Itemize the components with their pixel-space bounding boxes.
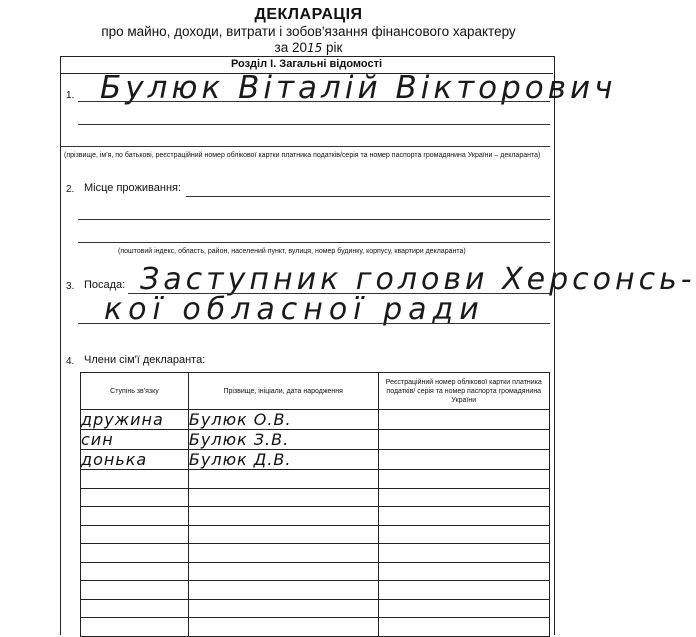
relation-cell bbox=[81, 544, 189, 563]
relation-cell bbox=[81, 507, 189, 526]
item2-line-3 bbox=[78, 242, 550, 243]
header-name: Прізвище, ініціали, дата народження bbox=[188, 373, 378, 410]
residence-label: Місце проживання: bbox=[84, 182, 182, 194]
id-cell bbox=[378, 410, 549, 430]
document-title: ДЕКЛАРАЦІЯ bbox=[254, 6, 363, 23]
name-cell bbox=[188, 525, 378, 544]
name-cell bbox=[188, 562, 378, 581]
name-cell bbox=[188, 470, 378, 489]
item1-number: 1. bbox=[66, 90, 75, 101]
item1-line-3 bbox=[60, 146, 550, 147]
item2-line-2 bbox=[78, 219, 550, 220]
item1-hint: (прізвище, ім'я, по батькові, реєстраційний номер облікової картки платника податків/серія та номер паспорта громадянина України – декларанта) bbox=[64, 152, 541, 159]
table-row bbox=[81, 525, 550, 544]
table-row bbox=[81, 507, 550, 526]
item2-number: 2. bbox=[66, 184, 75, 195]
id-cell bbox=[378, 470, 549, 489]
name-cell: Булюк О.В. bbox=[188, 410, 378, 430]
relation-cell: син bbox=[81, 430, 189, 450]
header-relation: Ступінь зв'язку bbox=[81, 373, 189, 410]
relation-cell: дружина bbox=[81, 410, 189, 430]
relation-cell bbox=[81, 488, 189, 507]
relation-cell bbox=[81, 525, 189, 544]
name-cell bbox=[188, 507, 378, 526]
table-row bbox=[81, 618, 550, 637]
family-label: Члени сім'ї декларанта: bbox=[84, 354, 206, 366]
name-cell bbox=[188, 618, 378, 637]
id-cell bbox=[378, 581, 549, 600]
name-cell bbox=[188, 599, 378, 618]
id-cell bbox=[378, 618, 549, 637]
section-title: Розділ І. Загальні відомості bbox=[230, 58, 383, 70]
id-cell bbox=[378, 507, 549, 526]
id-cell bbox=[378, 599, 549, 618]
item4-number: 4. bbox=[66, 356, 75, 367]
relation-cell bbox=[81, 599, 189, 618]
relation-cell: донька bbox=[81, 450, 189, 470]
table-row bbox=[81, 410, 550, 430]
document-subtitle: про майно, доходи, витрати і зобов'язання фінансового характеру bbox=[101, 24, 516, 39]
id-cell bbox=[378, 525, 549, 544]
table-row bbox=[81, 488, 550, 507]
id-cell bbox=[378, 544, 549, 563]
position-handwritten-1: Заступник голови Херсонсь- bbox=[140, 262, 696, 297]
relation-cell bbox=[81, 618, 189, 637]
year-prefix: за 20 bbox=[274, 40, 307, 55]
year-value: 15 bbox=[307, 41, 323, 55]
family-members-table bbox=[80, 372, 550, 637]
id-cell bbox=[378, 562, 549, 581]
item1-line-2 bbox=[78, 124, 550, 125]
item3-number: 3. bbox=[66, 281, 75, 292]
id-cell bbox=[378, 430, 549, 450]
relation-cell bbox=[81, 562, 189, 581]
table-row bbox=[81, 581, 550, 600]
position-label: Посада: bbox=[84, 279, 126, 291]
name-cell bbox=[188, 488, 378, 507]
table-row bbox=[81, 450, 550, 470]
header-id: Реєстраційний номер облікової картки платника податків/ серія та номер паспорта громадянина України bbox=[378, 373, 549, 410]
reporting-year bbox=[0, 40, 617, 55]
name-cell bbox=[188, 544, 378, 563]
item1-line-1 bbox=[78, 101, 550, 102]
table-row bbox=[81, 430, 550, 450]
table-row bbox=[81, 599, 550, 618]
position-handwritten-2: кої обласної ради bbox=[104, 292, 485, 327]
relation-cell bbox=[81, 581, 189, 600]
table-row bbox=[81, 544, 550, 563]
year-suffix: рік bbox=[326, 40, 343, 55]
relation-cell bbox=[81, 470, 189, 489]
id-cell bbox=[378, 488, 549, 507]
table-row bbox=[81, 470, 550, 489]
declarant-name: Булюк Віталій Вікторович bbox=[100, 70, 617, 106]
item2-line-1 bbox=[186, 196, 550, 197]
name-cell bbox=[188, 581, 378, 600]
id-cell bbox=[378, 450, 549, 470]
table-row bbox=[81, 562, 550, 581]
item2-hint: (поштовий індекс, область, район, населений пункт, вулиця, номер будинку, корпусу, квартири декларанта) bbox=[118, 248, 466, 255]
name-cell: Булюк З.В. bbox=[188, 430, 378, 450]
name-cell: Булюк Д.В. bbox=[188, 450, 378, 470]
item3-line-2 bbox=[78, 323, 550, 324]
table-header-row bbox=[81, 373, 550, 410]
